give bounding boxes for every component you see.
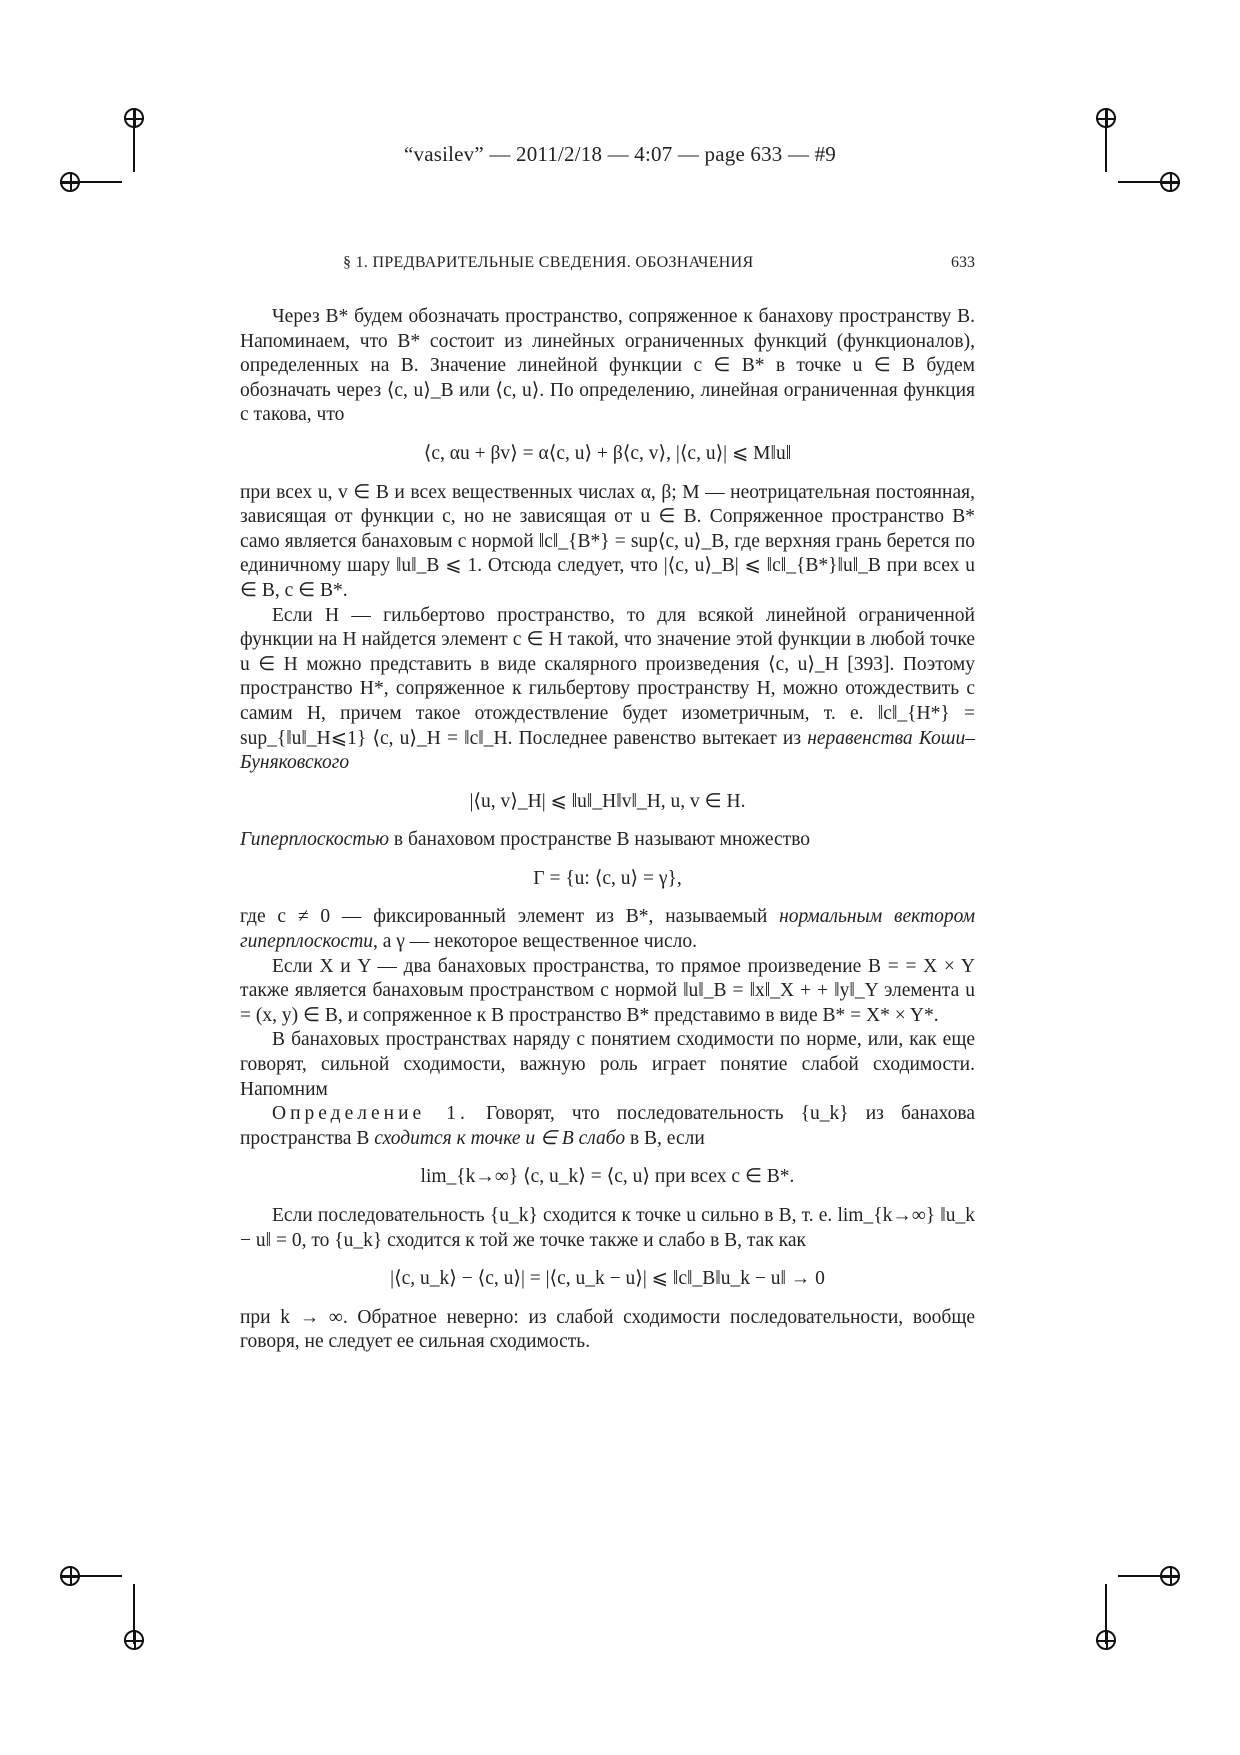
paragraph-text: Говорят, что последовательность {u_k} из банахова пространства B [240,1103,976,1149]
crop-mark-circle [1160,172,1180,192]
display-formula: |⟨c, u_k⟩ − ⟨c, u⟩| = |⟨c, u_k − u⟩| ⩽ ‖c‖_B‖u_k − u‖ → 0 [390,1268,825,1290]
crop-mark-circle [60,1566,80,1586]
paragraph-text: Если H — гильбертово пространство, то для всякой линейной ограниченной функции на H найдется элемент c ∈ H такой, что значение этой функции в любой точке u ∈ H можно представить в виде скалярного произведения ⟨c, u⟩_H [393]. Поэтому пространство H*, сопряженное к гильбертову пространству H, можно отождествить с самим H, причем такое отождествление будет изометричным, т. е. ‖c‖_{H*} = sup_{‖u‖_H⩽1} ⟨c, u⟩_H = ‖c‖_H. Последнее равенство вытекает из [240,604,975,749]
paragraph: при всех u, v ∈ B и всех вещественных числах α, β; M — неотрицательная постоянная, зависящая от функции c, но не зависящая от u ∈ B. Сопряженное пространство B* само является банаховым с нормой ‖c‖_{B*} = sup⟨c, u⟩_B, где верхняя грань берется по единичному шару ‖u‖_B ⩽ 1. Отсюда следует, что |⟨c, u⟩_B| ⩽ ‖c‖_{B*}‖u‖_B при всех u ∈ B, c ∈ B*. [240,481,975,601]
display-formula: |⟨u, v⟩_H| ⩽ ‖u‖_H‖v‖_H, u, v ∈ H. [469,790,746,812]
display-formula: Γ = {u: ⟨c, u⟩ = γ}, [533,867,682,889]
display-formula: ⟨c, αu + βv⟩ = α⟨c, u⟩ + β⟨c, v⟩, |⟨c, u⟩| ⩽ M‖u‖ [423,442,792,464]
paragraph-text: где c ≠ 0 — фиксированный элемент из B*, называемый [240,906,768,928]
paragraph: Если последовательность {u_k} сходится к точке u сильно в B, т. е. lim_{k→∞} ‖u_k − u‖ = 0, то {u_k} сходится к той же точке также и слабо в B, так как [240,1205,975,1251]
crop-mark-circle [124,108,144,128]
crop-mark-circle [1096,1630,1116,1650]
crop-mark-circle [1160,1566,1180,1586]
running-title: § 1. ПРЕДВАРИТЕЛЬНЫЕ СВЕДЕНИЯ. ОБОЗНАЧЕНИЯ [343,254,754,271]
paragraph [240,604,975,776]
file-header: “vasilev” — 2011/2/18 — 4:07 — page 633 — #9 [403,142,837,166]
emphasis: неравенства Коши–Буняковского [240,727,975,774]
display-formula: lim_{k→∞} ⟨c, u_k⟩ = ⟨c, u⟩ при всех c ∈ B*. [420,1166,795,1188]
paragraph: Через B* будем обозначать пространство, сопряженное к банахову пространству B. Напоминаем, что B* состоит из линейных ограниченных функций (функционалов), определенных на B. Значение линейной функции c ∈ B* в точке u ∈ B будем обозначать через ⟨c, u⟩_B или ⟨c, u⟩. По определению, линейная ограниченная функция c такова, что [240,306,975,426]
paragraph: при k → ∞. Обратное неверно: из слабой сходимости последовательности, вообще говоря, не следует ее сильная сходимость. [240,1306,975,1353]
crop-mark-circle [60,172,80,192]
page-body [240,305,975,1355]
definition-label: Определение 1. [272,1103,469,1125]
emphasis: нормальным вектором гиперплоскости [240,906,976,953]
emphasis: сходится к точке u ∈ B слабо [374,1127,626,1149]
page-number: 633 [951,254,975,271]
paragraph-text: в B, если [629,1127,705,1149]
paragraph [240,905,975,954]
paragraph-text: , а γ — некоторое вещественное число. [373,931,697,953]
crop-mark-circle [124,1630,144,1650]
paragraph [240,828,975,853]
emphasis: Гиперплоскостью [240,829,390,851]
paragraph-text: в банаховом пространстве B называют множество [393,829,811,851]
paragraph: В банаховых пространствах наряду с понятием сходимости по норме, или, как еще говорят, сильной сходимости, важную роль играет понятие слабой сходимости. Напомним [240,1029,975,1100]
crop-mark-circle [1096,108,1116,128]
definition [240,1102,975,1151]
paragraph: Если X и Y — два банаховых пространства, то прямое произведение B = = X × Y также является банаховым пространством с нормой ‖u‖_B = ‖x‖_X + + ‖y‖_Y элемента u = (x, y) ∈ B, и сопряженное к B пространство B* представимо в виде B* = X* × Y*. [240,955,975,1026]
